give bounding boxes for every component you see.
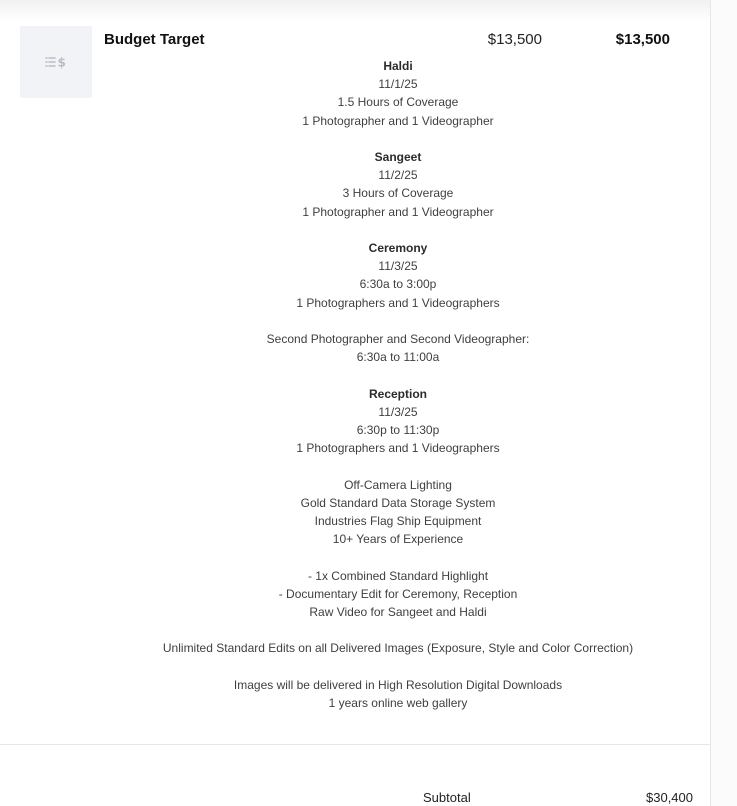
description-spacer [108,658,688,676]
description-line: 6:30p to 11:30p [356,423,440,437]
description-spacer [108,366,688,384]
description-line: 1 years online web gallery [328,695,468,710]
description-line: Off-Camera Lighting [344,477,452,492]
description-line: - Documentary Edit for Ceremony, Reception [278,586,518,601]
right-gutter [710,0,737,806]
subtotal-value: $30,400 [646,790,693,805]
description-heading: Sangeet [374,150,422,164]
description-spacer [108,548,688,566]
description-spacer [108,457,688,475]
description-line: Unlimited Standard Edits on all Delivered Images (Exposure, Style and Color Correction) [162,641,634,656]
divider [0,744,710,745]
item-title: Budget Target [104,31,205,48]
description-line: 6:30a to 11:00a [356,350,440,365]
description-line: 11/2/25 [378,168,418,183]
description-line: Raw Video for Sangeet and Haldi [309,605,487,619]
description-line: Images will be delivered in High Resolution Digital Downloads [233,677,563,692]
item-thumbnail [20,26,92,98]
description-spacer [108,621,688,639]
item-total: $13,500 [615,31,670,48]
subtotal-label: Subtotal [423,790,471,805]
description-line: 11/1/25 [378,77,418,92]
description-line: Gold Standard Data Storage System [300,495,496,510]
description-line: 11/3/25 [378,404,418,419]
description-line: 6:30a to 3:00p [359,277,437,292]
top-shadow [0,0,710,22]
description-line: 10+ Years of Experience [332,532,464,547]
item-price: $13,500 [487,31,542,48]
item-description [108,57,688,712]
description-line: 3 Hours of Coverage [342,186,454,201]
description-spacer [108,221,688,239]
description-line: 1 Photographer and 1 Videographer [302,204,494,219]
description-line: Second Photographer and Second Videographer: [266,332,530,346]
description-line: 11/3/25 [378,259,418,274]
description-line: - 1x Combined Standard Highlight [307,568,489,583]
budget-list-dollar-icon [44,54,68,70]
description-spacer [108,130,688,148]
description-line: 1.5 Hours of Coverage [337,95,459,110]
svg-text:$: $ [57,55,66,70]
description-heading: Ceremony [368,241,428,255]
description-line: 1 Photographer and 1 Videographer [302,113,494,128]
description-heading: Haldi [383,59,413,73]
description-line: 1 Photographers and 1 Videographers [296,295,500,310]
description-heading: Reception [368,386,427,401]
description-spacer [108,312,688,330]
description-line: Industries Flag Ship Equipment [314,514,482,528]
description-line: 1 Photographers and 1 Videographers [296,441,500,456]
